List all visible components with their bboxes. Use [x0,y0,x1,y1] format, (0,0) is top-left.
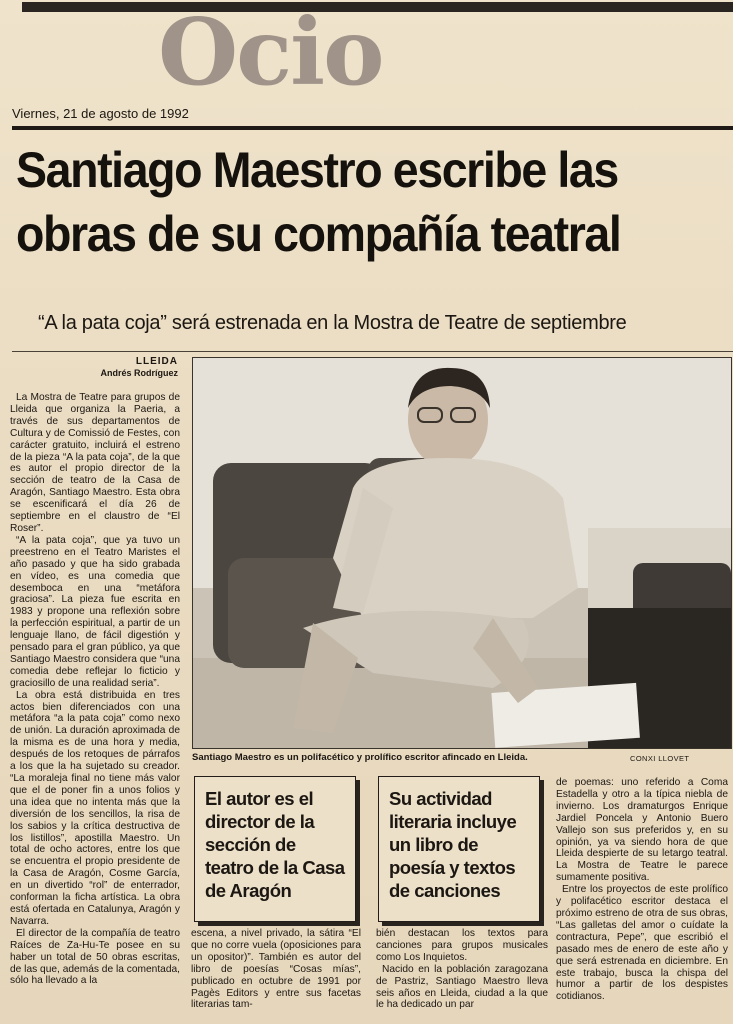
paragraph: La Mostra de Teatre para grupos de Lleida que organiza la Paeria, a través de sus departamentos de Cultura y de Comissió de Festes, con carácter gratuito, incluirá el estreno de la pieza “A la pata coja”, de la que es autor el propio director de la sección de teatro de la Casa de Aragón, Santiago Maestro. Esta obra se escenificará el día 26 de septiembre en el claustro de “El Roser”. [10,392,180,534]
paragraph: escena, a nivel privado, la sátira “El que no corre vuela (oposiciones para un opositor)”. También es autor del libro de poesías “Cosas mías”, publicado en octubre de 1991 por Pagès Editors y entre sus facetas literarias tam- [191,928,361,1011]
pull-quote-text: Su actividad literaria incluye un libro de poesía y textos de canciones [389,788,517,901]
paragraph: Nacido en la población zaragozana de Pastriz, Santiago Maestro lleva seis años en Lleida, ciudad a la que le ha dedicado un par [376,963,548,1011]
header-divider [12,126,733,130]
article-author: Andrés Rodríguez [100,368,178,378]
article-subhead: “A la pata coja” será estrenada en la Mostra de Teatre de septiembre [38,312,627,334]
pull-quote-text: El autor es el director de la sección de teatro de la Casa de Aragón [205,788,345,901]
body-column-3 [376,928,548,1020]
article-location: LLEIDA [135,356,178,367]
paragraph: El director de la compañía de teatro Raíces de Za-Hu-Te posee en su haber un total de 50 obras escritas, de las que, además de la comentada, sólo ha llevado a la [10,927,180,987]
publication-date: Viernes, 21 de agosto de 1992 [12,106,189,121]
portrait-illustration [193,358,731,748]
paragraph: bién destacan los textos para canciones para grupos musicales como Los Inquietos. [376,928,548,963]
article-headline: Santiago Maestro escribe las obras de su compañía teatral [16,142,621,262]
pull-quote-box [194,776,356,922]
paragraph: Entre los proyectos de este prolífico y polifacético escritor destaca el próximo estreno de otra de sus obras, “Las galletas del amor o cuídate la contractura, Pepe”, que escribió el pasado mes de enero de este año y que será estrenada en diciembre. En este trabajo, busca la chispa del humor a partir de los despistes cotidianos. [556,884,728,1003]
pull-quote-box [378,776,540,922]
paragraph: de poemas: uno referido a Coma Estadella y otro a la típica niebla de invierno. Los dramaturgos Enrique Jardiel Poncela y Antonio Buero Vallejo son sus preferidos y, en su opinión, ya va siendo hora de que Lleida despierte de su letargo teatral. La Mostra de Teatre le parece sumamente positiva. [556,777,728,884]
photo-credit: CONXI LLOVET [630,754,690,763]
section-masthead: Ocio [158,0,383,106]
paragraph: “A la pata coja”, que ya tuvo un preestreno en el Teatro Maristes el año pasado y que ha sido grabada en vídeo, es una comedia que desemboca en una “metáfora graciosa”. La pieza fue escrita en 1983 y propone una reflexión sobre la perfección espiritual, a partir de un lenguaje llano, de fácil digestión y pensado para el gran público, ya que Santiago Maestro considera que “una comedia debe reflejar lo ficticio y graciosillo de una realidad seria”. [10,534,180,689]
body-column-4 [556,777,728,1022]
body-column-2 [191,928,361,1020]
article-photo [192,357,732,749]
body-column-1 [10,392,180,1022]
photo-caption: Santiago Maestro es un polifacético y prolífico escritor afincado en Lleida. [192,752,528,763]
paragraph: La obra está distribuida en tres actos bien diferenciados con una metáfora “a la pata coja” como nexo de unión. La duración aproximada de la misma es de una hora y media, después de los retoques de párrafos a los que la ha sujetado su creador. “La moraleja final no tiene más valor que el de poner fin a unos folios y una idea que no intenta más que la diversión de los sencillos, la risa de los sabios y la crítica destructiva de los listillos”, apostilla Maestro. Un total de ocho actores, entre los que se encuentra el propio presidente de la Casa de Aragón, Cosme García, en un divertido “rol” de enterrador, conforman la ficha artística. La obra está ofertada en Catalunya, Aragón y Navarra. [10,689,180,927]
subhead-divider [12,351,733,352]
